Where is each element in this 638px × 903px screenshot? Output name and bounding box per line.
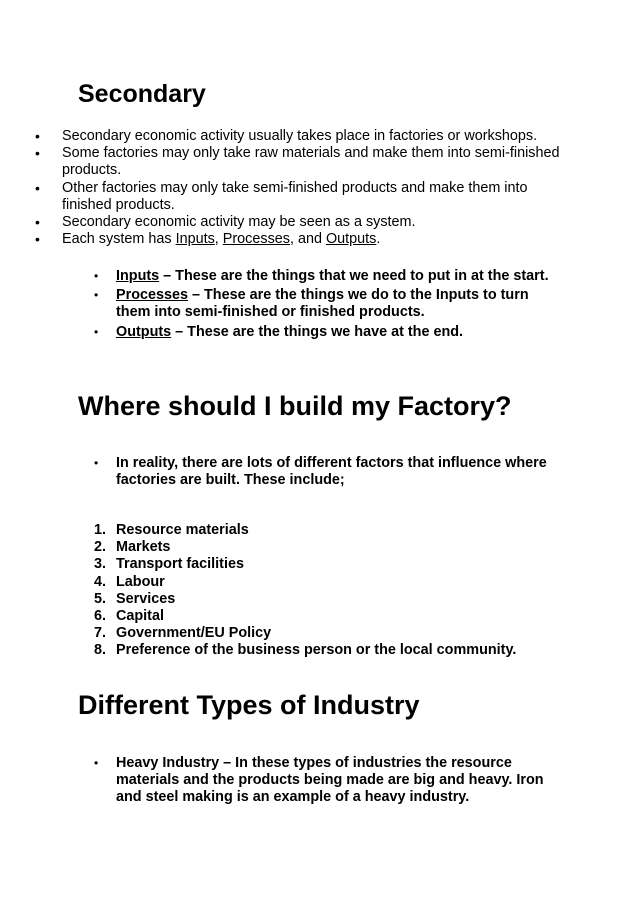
where-intro-text: In reality, there are lots of different factors that influence where factories are built. These include; bbox=[116, 455, 547, 489]
list-item bbox=[34, 180, 574, 214]
factor-text: Labour bbox=[116, 573, 165, 590]
list-number: 4. bbox=[94, 573, 107, 590]
list-item-text: Secondary economic activity may be seen as a system. bbox=[62, 214, 416, 231]
system-line-prefix: Each system has bbox=[62, 231, 176, 248]
heading-types-of-industry: Different Types of Industry bbox=[78, 690, 420, 720]
list-number: 3. bbox=[94, 556, 107, 573]
list-item bbox=[94, 556, 516, 573]
list-item bbox=[94, 268, 554, 285]
list-item-text: Secondary economic activity usually takes place in factories or workshops. bbox=[62, 128, 538, 144]
ipo-definition: – These are the things that we need to put in at the start. bbox=[159, 268, 549, 284]
heading-secondary: Secondary bbox=[78, 80, 206, 108]
list-item bbox=[94, 608, 516, 625]
bullet-icon: • bbox=[94, 324, 99, 339]
list-number: 1. bbox=[94, 522, 107, 538]
list-number: 6. bbox=[94, 608, 107, 625]
list-item bbox=[34, 214, 574, 231]
industry-types-list bbox=[94, 755, 554, 807]
list-item-text: Some factories may only take raw materials and make them into semi-finished products. bbox=[62, 145, 560, 179]
list-number: 7. bbox=[94, 625, 107, 642]
bullet-icon: • bbox=[35, 214, 40, 231]
list-item bbox=[94, 539, 516, 556]
where-intro-list bbox=[94, 455, 554, 489]
list-item bbox=[94, 625, 516, 642]
factor-text: Markets bbox=[116, 539, 171, 556]
term-inputs: Inputs bbox=[175, 231, 215, 248]
heading-where-to-build: Where should I build my Factory? bbox=[78, 391, 512, 421]
system-line bbox=[62, 231, 380, 247]
list-item bbox=[94, 642, 516, 659]
secondary-bullet-list bbox=[34, 128, 574, 248]
list-item bbox=[34, 128, 574, 145]
list-number: 2. bbox=[94, 539, 107, 556]
system-line-suffix: . bbox=[376, 231, 381, 248]
separator: , and bbox=[289, 231, 326, 248]
factor-text: Preference of the business person or the local community. bbox=[116, 642, 517, 659]
list-number: 8. bbox=[94, 642, 107, 659]
list-item bbox=[94, 287, 554, 321]
list-item bbox=[94, 574, 516, 591]
factor-text: Resource materials bbox=[116, 522, 249, 538]
list-item-text: Other factories may only take semi-finished products and make them into finished products. bbox=[62, 179, 528, 213]
factor-text: Transport facilities bbox=[116, 556, 244, 573]
bullet-icon: • bbox=[94, 288, 99, 303]
factor-text: Capital bbox=[116, 608, 164, 625]
list-item bbox=[94, 591, 516, 608]
ipo-term: Inputs bbox=[116, 268, 160, 284]
list-item bbox=[94, 522, 516, 539]
bullet-icon: • bbox=[94, 756, 99, 770]
ipo-term: Processes bbox=[116, 287, 189, 304]
bullet-icon: • bbox=[94, 456, 99, 470]
list-item bbox=[94, 755, 554, 807]
bullet-icon: • bbox=[35, 179, 40, 196]
factor-text: Government/EU Policy bbox=[116, 625, 272, 642]
list-item bbox=[34, 231, 574, 248]
bullet-icon: • bbox=[35, 231, 40, 248]
ipo-list bbox=[94, 268, 554, 343]
term-outputs: Outputs bbox=[325, 231, 377, 248]
bullet-icon: • bbox=[35, 145, 40, 162]
factors-list bbox=[94, 522, 516, 660]
separator: , bbox=[214, 231, 223, 248]
factor-text: Services bbox=[116, 590, 176, 607]
bullet-icon: • bbox=[94, 269, 99, 283]
ipo-definition: – These are the things we have at the end. bbox=[171, 323, 464, 340]
heavy-industry-text: Heavy Industry – In these types of industries the resource materials and the products being made are big and heavy. Iron and steel making is an example of a heavy industry. bbox=[116, 755, 544, 806]
ipo-term: Outputs bbox=[116, 323, 172, 340]
list-item bbox=[94, 324, 554, 341]
bullet-icon: • bbox=[35, 128, 40, 144]
term-processes: Processes bbox=[222, 231, 290, 248]
list-item bbox=[34, 145, 574, 179]
ipo-definition: – These are the things we do to the Inputs to turn them into semi-finished or finished products. bbox=[116, 287, 529, 321]
list-number: 5. bbox=[94, 590, 107, 607]
list-item bbox=[94, 455, 554, 489]
